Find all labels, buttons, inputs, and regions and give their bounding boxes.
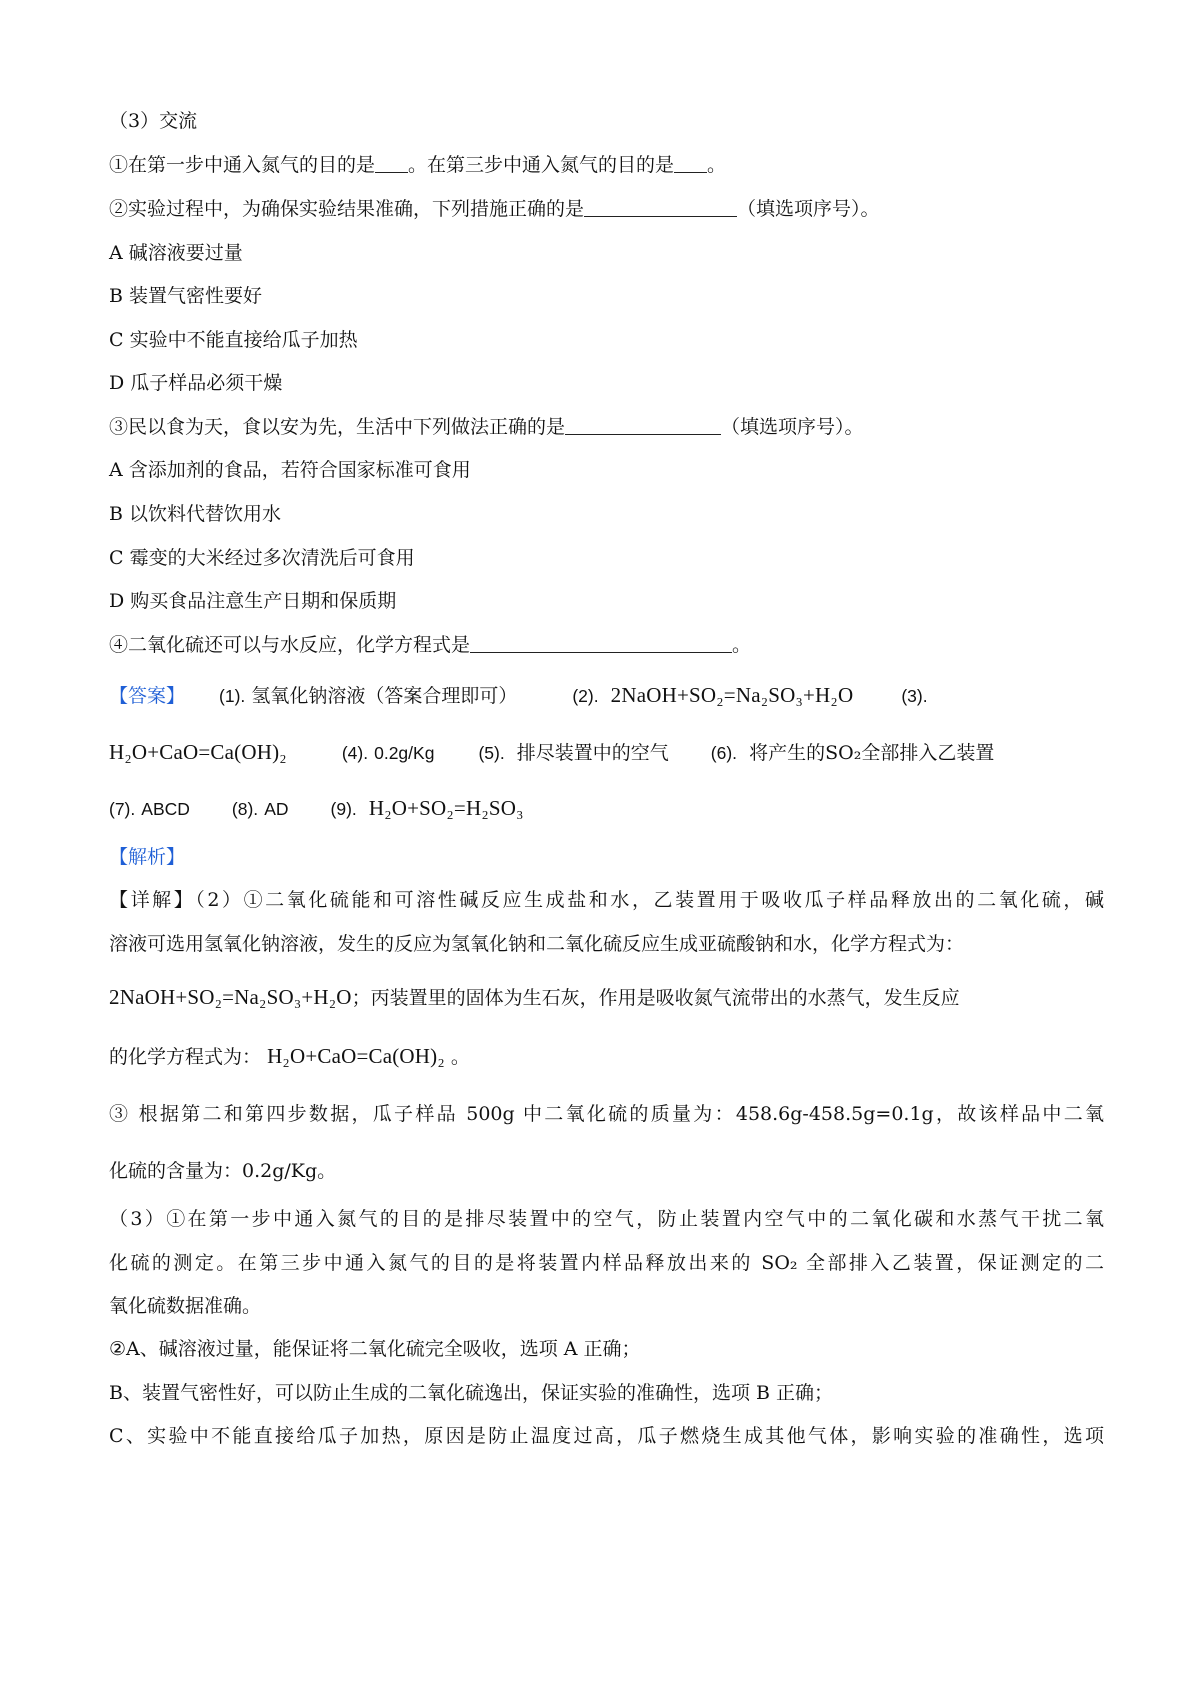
option-item: A 碱溶液要过量	[109, 242, 243, 264]
analysis-line: 化硫的含量为：0.2g/Kg。	[109, 1160, 337, 1182]
analysis-line: 氧化硫数据准确。	[109, 1295, 262, 1317]
question-2: ②实验过程中，为确保实验结果准确，下列措施正确的是 （填选项序号）。	[109, 198, 880, 220]
option-item: D 瓜子样品必须干燥	[109, 372, 283, 394]
analysis-line: 化硫的测定。在第三步中通入氮气的目的是将装置内样品释放出来的 SO₂ 全部排入乙装置，保证测定的二	[109, 1252, 1104, 1274]
analysis-line: 的化学方程式为： H₂O+CaO=Ca(OH)₂ 。	[109, 1044, 470, 1068]
section-heading: （3）交流	[109, 110, 198, 132]
option-item: C 实验中不能直接给瓜子加热	[109, 329, 358, 351]
option-item: B 装置气密性要好	[109, 285, 263, 307]
question-1: ①在第一步中通入氮气的目的是 。在第三步中通入氮气的目的是 。	[109, 154, 727, 176]
answer-blank[interactable]	[565, 416, 721, 435]
answer-blank[interactable]	[470, 634, 732, 653]
answer-blank[interactable]	[584, 198, 737, 217]
question-3: ③民以食为天，食以安为先，生活中下列做法正确的是 （填选项序号）。	[109, 416, 864, 438]
analysis-line: ②A、碱溶液过量，能保证将二氧化硫完全吸收，选项 A 正确；	[109, 1338, 641, 1360]
answer-line-2: H₂O+CaO=Ca(OH)₂ (4). 0.2g/Kg (5). 排尽装置中的空气 (6). 将产生的SO₂全部排入乙装置	[109, 740, 995, 764]
analysis-line: 溶液可选用氢氧化钠溶液，发生的反应为氢氧化钠和二氧化硫反应生成亚硫酸钠和水，化学方程式为：	[109, 933, 965, 955]
option-item: B 以饮料代替饮用水	[109, 503, 282, 525]
answer-line-1: 【答案】 (1). 氢氧化钠溶液（答案合理即可） (2). 2NaOH+SO₂=Na₂SO₃+H₂O (3).	[109, 683, 928, 707]
option-item: A 含添加剂的食品，若符合国家标准可食用	[109, 459, 471, 481]
option-item: C 霉变的大米经过多次清洗后可食用	[109, 547, 415, 569]
question-4: ④二氧化硫还可以与水反应，化学方程式是 。	[109, 634, 752, 656]
answer-blank[interactable]	[674, 154, 707, 173]
answer-label: 【答案】	[109, 685, 186, 707]
answer-line-3: (7). ABCD (8). AD (9). H₂O+SO₂=H₂SO₃	[109, 796, 524, 820]
answer-blank[interactable]	[375, 154, 408, 173]
analysis-line: ③ 根据第二和第四步数据，瓜子样品 500g 中二氧化硫的质量为：458.6g-458.5g=0.1g，故该样品中二氧	[109, 1103, 1104, 1125]
option-item: D 购买食品注意生产日期和保质期	[109, 590, 397, 612]
analysis-label: 【解析】	[109, 846, 186, 868]
analysis-line: B、装置气密性好，可以防止生成的二氧化硫逸出，保证实验的准确性，选项 B 正确；	[109, 1382, 834, 1404]
analysis-line: 【详解】（2）①二氧化硫能和可溶性碱反应生成盐和水，乙装置用于吸收瓜子样品释放出的二氧化硫，碱	[109, 889, 1104, 911]
analysis-line: C、实验中不能直接给瓜子加热，原因是防止温度过高，瓜子燃烧生成其他气体，影响实验的准确性，选项	[109, 1425, 1104, 1447]
analysis-line: （3）①在第一步中通入氮气的目的是排尽装置中的空气，防止装置内空气中的二氧化碳和水蒸气干扰二氧	[109, 1208, 1104, 1230]
analysis-line: 2NaOH+SO₂=Na₂SO₃+H₂O；丙装置里的固体为生石灰，作用是吸收氮气流带出的水蒸气，发生反应	[109, 985, 960, 1009]
